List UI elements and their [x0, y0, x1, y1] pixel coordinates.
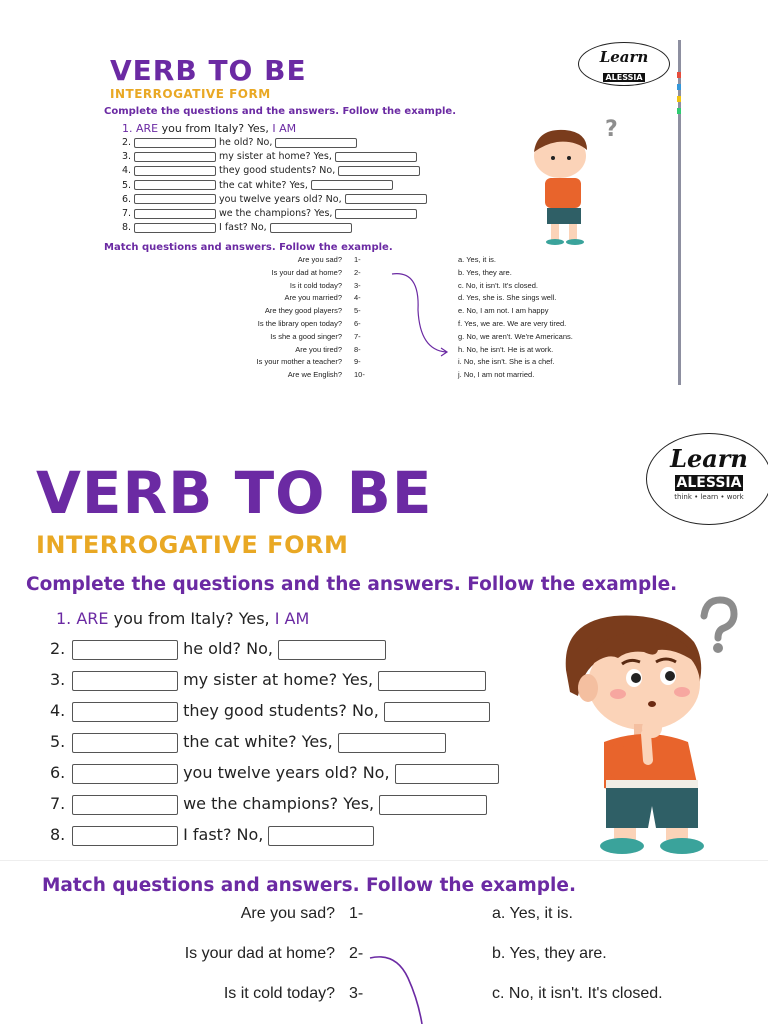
- question-number: 3.: [50, 670, 66, 689]
- preview-verb-blank[interactable]: [134, 180, 216, 190]
- match-question-number: 3-: [349, 985, 364, 1002]
- verb-blank-input[interactable]: [72, 826, 178, 846]
- preview-match-number: 4-: [354, 293, 361, 303]
- answer-blank-input[interactable]: [268, 826, 374, 846]
- question-number: 7.: [50, 794, 66, 813]
- learn-alessia-logo: Learn ALESSIA think • learn • work: [646, 433, 768, 525]
- preview-match-question: Is it cold today?: [289, 280, 342, 290]
- question-line: [50, 637, 386, 661]
- preview-match-answer: f. Yes, we are. We are very tired.: [458, 319, 567, 328]
- preview-question-text: he old? No,: [216, 137, 276, 148]
- preview-answer-blank[interactable]: [345, 194, 427, 204]
- preview-verb-blank[interactable]: [134, 194, 216, 204]
- verb-blank-input[interactable]: [72, 795, 178, 815]
- example-line: [56, 607, 309, 631]
- preview-answer-blank[interactable]: [335, 209, 417, 219]
- question-line: [50, 761, 499, 785]
- preview-match-question: Is your dad at home?: [271, 267, 342, 277]
- preview-answer-blank[interactable]: [275, 138, 357, 148]
- match-answer: a. Yes, it is.: [492, 905, 573, 922]
- preview-match-number: 1-: [354, 255, 361, 264]
- preview-match-question: Is she a good singer?: [270, 331, 342, 341]
- preview-question-number: 4.: [122, 165, 132, 177]
- verb-blank-input[interactable]: [72, 733, 178, 753]
- preview-instruction-complete: Complete the questions and the answers. Follow the example.: [104, 106, 456, 117]
- preview-question-line: [122, 151, 417, 163]
- preview-question-line: [122, 194, 427, 206]
- preview-match-arrow: [390, 270, 450, 360]
- match-answer: c. No, it isn't. It's closed.: [492, 985, 663, 1002]
- preview-match-answer: b. Yes, they are.: [458, 267, 512, 277]
- answer-blank-input[interactable]: [384, 702, 490, 722]
- preview-question-text: my sister at home? Yes,: [216, 151, 335, 163]
- example-verb: ARE: [76, 609, 109, 628]
- question-line: [50, 699, 490, 723]
- preview-match-question: Are you tired?: [295, 344, 342, 354]
- preview-match-number: 10-: [354, 370, 365, 380]
- boy-thinking-illustration: [548, 592, 758, 858]
- question-number: 6.: [50, 763, 66, 782]
- preview-instruction-match: Match questions and answers. Follow the example.: [104, 242, 393, 253]
- preview-question-line: [122, 165, 420, 177]
- preview-question-number: 2.: [122, 137, 132, 148]
- preview-match-question: Are we English?: [287, 370, 342, 380]
- preview-match-answer: g. No, we aren't. We're Americans.: [458, 331, 573, 341]
- instruction-match: Match questions and answers. Follow the example.: [42, 875, 576, 896]
- question-text: we the champions? Yes,: [178, 794, 380, 813]
- preview-boy-illustration: [505, 118, 625, 248]
- example-number: 1.: [56, 609, 72, 628]
- preview-answer-blank[interactable]: [338, 166, 420, 176]
- preview-match-number: 7-: [354, 331, 361, 341]
- match-question-number: 1-: [349, 905, 364, 922]
- preview-match-number: 5-: [354, 306, 361, 316]
- page-title: VERB TO BE: [36, 459, 433, 527]
- question-number: 8.: [50, 825, 66, 844]
- preview-match-question: Are you sad?: [297, 255, 342, 264]
- preview-verb-blank[interactable]: [134, 223, 216, 233]
- preview-edge: [678, 40, 681, 385]
- preview-subtitle: INTERROGATIVE FORM: [110, 87, 271, 101]
- preview-match-answer: j. No, I am not married.: [458, 370, 535, 380]
- preview-question-number: 3.: [122, 151, 132, 163]
- question-number: 4.: [50, 701, 66, 720]
- question-number: 5.: [50, 732, 66, 751]
- preview-question-number: 7.: [122, 208, 132, 219]
- question-text: he old? No,: [178, 639, 279, 658]
- question-text: you twelve years old? No,: [178, 763, 395, 782]
- preview-question-line: [122, 222, 352, 234]
- answer-blank-input[interactable]: [338, 733, 446, 753]
- example-text: you from Italy? Yes,: [113, 609, 270, 628]
- section-divider: [0, 860, 768, 861]
- question-mark-icon: [704, 600, 734, 653]
- preview-match-question: Are they good players?: [264, 306, 342, 316]
- preview-match-number: 9-: [354, 357, 361, 367]
- preview-match-question: Are you married?: [284, 293, 342, 303]
- preview-answer-blank[interactable]: [270, 223, 352, 233]
- preview-question-number: 8.: [122, 222, 132, 234]
- preview-verb-blank[interactable]: [134, 138, 216, 148]
- preview-match-answer: i. No, she isn't. She is a chef.: [458, 357, 555, 367]
- question-line: [50, 792, 487, 816]
- preview-verb-blank[interactable]: [134, 152, 216, 162]
- match-question: Are you sad?: [240, 905, 335, 922]
- match-question: Is your dad at home?: [184, 945, 335, 962]
- instruction-complete: Complete the questions and the answers. Follow the example.: [26, 574, 678, 595]
- preview-logo: Learn ALESSIA: [578, 42, 670, 86]
- preview-question-text: we the champions? Yes,: [216, 208, 336, 219]
- preview-question-text: I fast? No,: [216, 222, 270, 234]
- question-number: 2.: [50, 639, 66, 658]
- preview-answer-blank[interactable]: [311, 180, 393, 190]
- preview-question-number: 6.: [122, 193, 132, 205]
- worksheet-preview: [100, 40, 682, 385]
- answer-blank-input[interactable]: [378, 671, 486, 691]
- preview-match-question: Is your mother a teacher?: [256, 357, 342, 367]
- preview-verb-blank[interactable]: [134, 166, 216, 176]
- question-text: the cat white? Yes,: [178, 732, 338, 751]
- match-question: Is it cold today?: [223, 985, 335, 1002]
- preview-question-number: 5.: [122, 179, 132, 191]
- preview-match-answer: d. Yes, she is. She sings well.: [458, 293, 557, 303]
- answer-blank-input[interactable]: [278, 640, 386, 660]
- verb-blank-input[interactable]: [72, 671, 178, 691]
- match-answer: b. Yes, they are.: [492, 945, 607, 962]
- preview-match-number: 8-: [354, 344, 361, 354]
- question-text: I fast? No,: [178, 825, 269, 844]
- answer-blank-input[interactable]: [395, 764, 499, 784]
- preview-title: VERB TO BE: [110, 54, 307, 87]
- preview-match-question: Is the library open today?: [257, 319, 342, 328]
- preview-verb-blank[interactable]: [134, 209, 216, 219]
- question-line: [50, 730, 446, 754]
- example-answer: I AM: [274, 609, 310, 628]
- verb-blank-input[interactable]: [72, 640, 178, 660]
- preview-match-number: 2-: [354, 267, 361, 277]
- preview-question-line: [122, 180, 393, 192]
- question-text: my sister at home? Yes,: [178, 670, 379, 689]
- preview-question-line: [122, 208, 417, 220]
- preview-answer-blank[interactable]: [335, 152, 417, 162]
- preview-match-answer: h. No, he isn't. He is at work.: [458, 344, 554, 354]
- match-question-number: 2-: [349, 945, 364, 962]
- page-subtitle: INTERROGATIVE FORM: [36, 531, 349, 559]
- svg-text:?: ?: [605, 118, 618, 142]
- preview-question-text: you twelve years old? No,: [216, 193, 345, 205]
- preview-question-text: they good students? No,: [216, 165, 339, 177]
- verb-blank-input[interactable]: [72, 702, 178, 722]
- preview-question-text: the cat white? Yes,: [216, 179, 311, 191]
- preview-question-line: [122, 137, 357, 149]
- question-text: they good students? No,: [178, 701, 384, 720]
- preview-example: 1. ARE you from Italy? Yes, I AM: [122, 122, 297, 135]
- question-line: [50, 668, 486, 692]
- question-line: [50, 823, 374, 847]
- preview-match-answer: c. No, it isn't. It's closed.: [458, 280, 538, 290]
- preview-match-answer: e. No, I am not. I am happy: [458, 306, 549, 316]
- preview-match-answer: a. Yes, it is.: [458, 255, 496, 264]
- verb-blank-input[interactable]: [72, 764, 178, 784]
- answer-blank-input[interactable]: [379, 795, 487, 815]
- match-arrow-icon: [366, 950, 436, 1024]
- preview-match-number: 6-: [354, 319, 361, 328]
- preview-match-number: 3-: [354, 280, 361, 290]
